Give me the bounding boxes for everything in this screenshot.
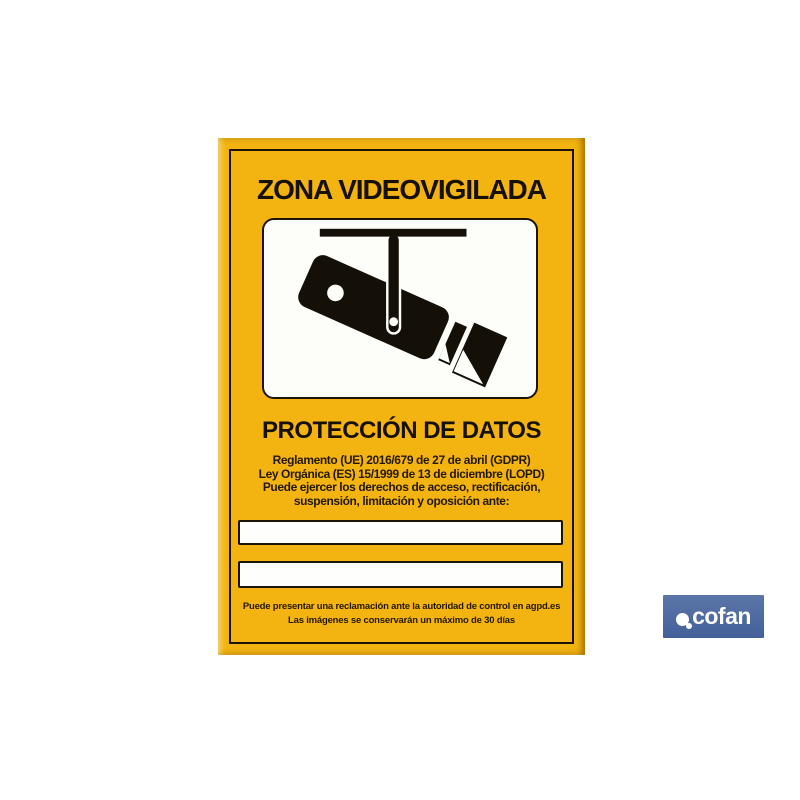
footer-note bbox=[218, 600, 585, 627]
legal-line: Reglamento (UE) 2016/679 de 27 de abril (GDPR) bbox=[272, 453, 531, 467]
legal-text bbox=[218, 454, 585, 508]
section-title: PROTECCIÓN DE DATOS bbox=[262, 417, 541, 444]
circle-dot-icon bbox=[676, 613, 690, 627]
surveillance-sign bbox=[218, 138, 585, 655]
blank-field-1 bbox=[238, 520, 563, 545]
sign-title: ZONA VIDEOVIGILADA bbox=[257, 174, 546, 205]
footer-note-line: Las imágenes se conservarán un máximo de 30 días bbox=[288, 614, 515, 626]
camera-pictogram-panel bbox=[262, 218, 538, 399]
blank-field-2 bbox=[238, 561, 563, 588]
legal-line: Puede ejercer los derechos de acceso, rectificación, bbox=[262, 480, 541, 495]
cctv-camera-icon bbox=[264, 220, 536, 397]
legal-line: suspensión, limitación y oposición ante: bbox=[293, 493, 510, 508]
legal-line: Ley Orgánica (ES) 15/1999 de 13 de diciembre (LOPD) bbox=[258, 466, 545, 481]
footer-note-line: Puede presentar una reclamación ante la autoridad de control en agpd.es bbox=[242, 601, 561, 612]
brand-logo-text: cofan bbox=[692, 603, 751, 629]
brand-logo bbox=[663, 595, 764, 638]
